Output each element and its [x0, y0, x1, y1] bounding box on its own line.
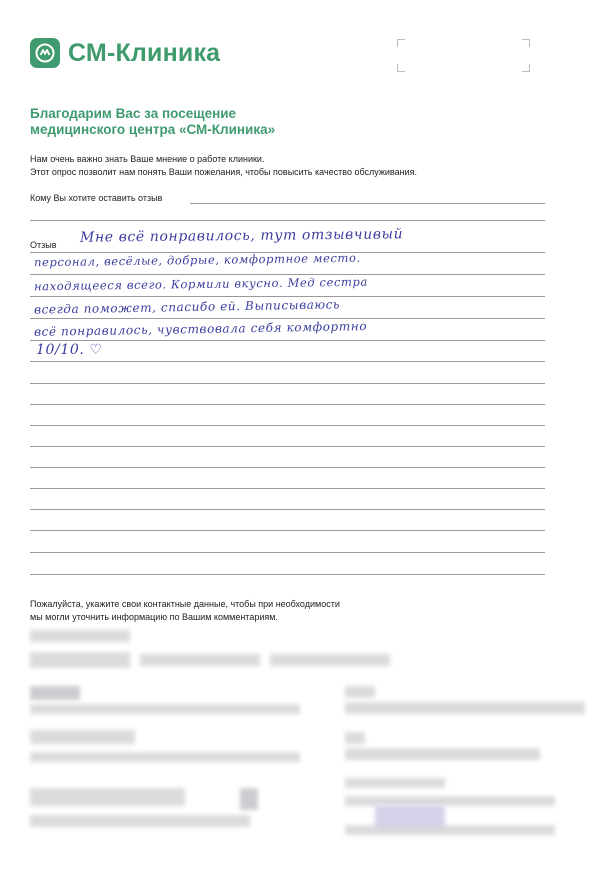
redacted-field — [240, 788, 258, 810]
redacted-field — [30, 788, 185, 806]
review-label: Отзыв — [30, 240, 57, 250]
handwritten-line-6: 10/10. ♡ — [36, 342, 103, 358]
contact-request-text — [30, 598, 340, 624]
contact-line-2: мы могли уточнить информацию по Вашим комментариям. — [30, 612, 278, 622]
addressee-field[interactable] — [190, 203, 545, 204]
redacted-field — [30, 652, 130, 668]
redacted-field — [345, 796, 555, 806]
form-rule — [30, 383, 545, 384]
redacted-field — [345, 732, 365, 744]
stamp-frame — [397, 39, 530, 72]
redacted-field — [30, 730, 135, 744]
redacted-field — [140, 654, 260, 666]
handwritten-line-3: находящееся всего. Кормили вкусно. Мед сестра — [33, 274, 368, 294]
handwritten-line-2: персонал, весёлые, добрые, комфортное место. — [33, 250, 361, 270]
form-rule — [30, 509, 545, 510]
form-rule — [30, 446, 545, 447]
intro-line-2: Этот опрос позволит нам понять Ваши пожелания, чтобы повысить качество обслуживания. — [30, 167, 417, 177]
redacted-field — [345, 686, 375, 698]
intro-text — [30, 153, 417, 179]
clinic-logo — [30, 38, 220, 68]
form-rule — [30, 488, 545, 489]
heading-line-2: медицинского центра «СМ-Клиника» — [30, 122, 276, 137]
form-rule — [30, 574, 545, 575]
form-rule — [30, 530, 545, 531]
handwritten-line-4: всегда поможет, спасибо ей. Выписываюсь — [33, 297, 341, 317]
form-rule — [30, 220, 545, 221]
redacted-field — [30, 686, 80, 700]
form-rule — [30, 467, 545, 468]
logo-mark-icon — [30, 38, 60, 68]
redacted-field — [30, 630, 130, 642]
form-rule — [30, 340, 545, 341]
redacted-field — [345, 778, 445, 788]
form-rule — [30, 404, 545, 405]
redacted-field — [30, 704, 300, 714]
intro-line-1: Нам очень важно знать Ваше мнение о работе клиники. — [30, 154, 265, 164]
redacted-field — [270, 654, 390, 666]
form-rule — [30, 361, 545, 362]
redacted-field — [345, 702, 585, 714]
redacted-field — [345, 825, 555, 835]
contact-line-1: Пожалуйста, укажите свои контактные данные, чтобы при необходимости — [30, 599, 340, 609]
handwritten-line-5: всё понравилось, чувствовала себя комфортно — [33, 319, 368, 339]
thank-you-heading — [30, 106, 275, 138]
handwritten-line-1: Мне всё понравилось, тут отзывчивый — [79, 226, 404, 246]
redacted-field — [345, 748, 540, 760]
addressee-label: Кому Вы хотите оставить отзыв — [30, 193, 163, 203]
form-rule — [30, 296, 545, 297]
form-rule — [30, 552, 545, 553]
form-rule — [30, 425, 545, 426]
redacted-field — [30, 752, 300, 762]
form-rule — [30, 318, 545, 319]
redacted-field — [30, 815, 250, 827]
clinic-name: СМ-Клиника — [68, 38, 221, 67]
heading-line-1: Благодарим Вас за посещение — [30, 106, 237, 121]
